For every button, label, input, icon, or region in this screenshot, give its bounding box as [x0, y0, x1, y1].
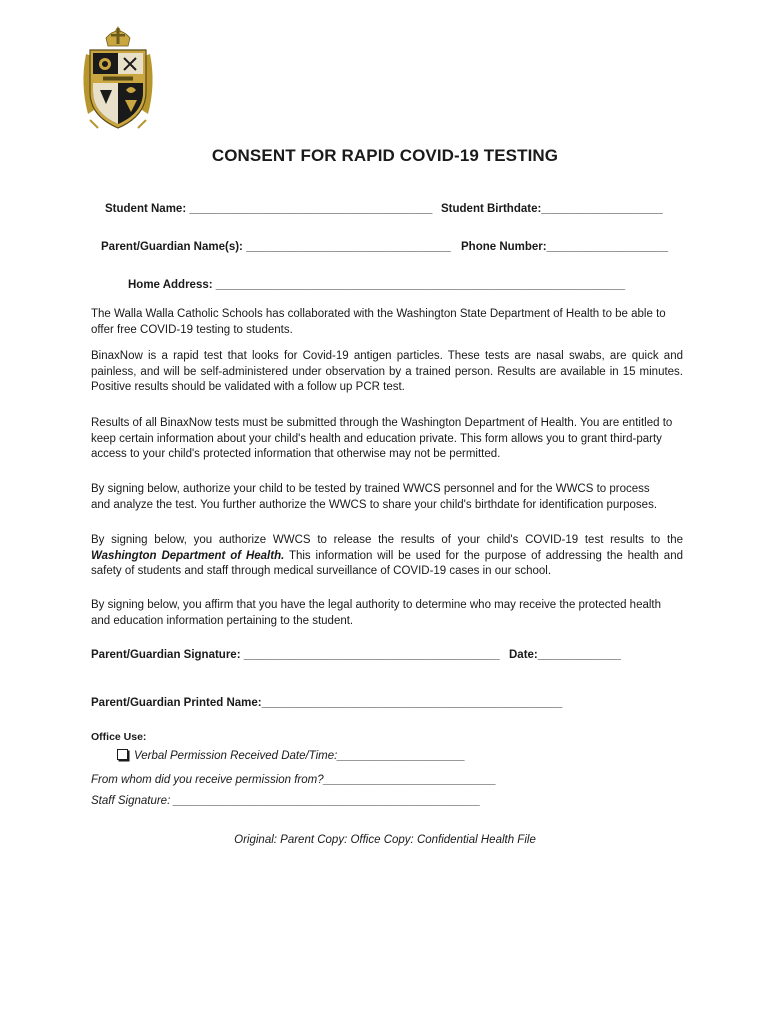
release-results-paragraph [91, 533, 683, 580]
guardian-names-field[interactable]: Parent/Guardian Name(s): ________________________________ [101, 241, 451, 253]
home-address-field[interactable]: Home Address: ________________________________________________________________ [128, 279, 626, 291]
verbal-permission-checkbox[interactable] [117, 749, 128, 760]
copy-distribution-footer: Original: Parent Copy: Office Copy: Confidential Health File [234, 834, 536, 846]
signature-date-field[interactable]: Date:_____________ [509, 649, 621, 661]
office-use-heading: Office Use: [91, 731, 147, 743]
guardian-printed-name-field[interactable]: Parent/Guardian Printed Name:_______________________________________________ [91, 697, 563, 709]
guardian-signature-field[interactable]: Parent/Guardian Signature: ________________________________________ [91, 649, 500, 661]
release-results-text-end: This information will be used for the purpose of addressing the health and safety of students and staff through medical surveillance of COVID-19 cases in our school. [91, 549, 683, 577]
intro-paragraph: The Walla Walla Catholic Schools has collaborated with the Washington State Department of Health to be able to offer free COVID-19 testing to students. [91, 308, 666, 336]
staff-signature-field[interactable]: Staff Signature: ________________________________________________ [91, 795, 481, 807]
phone-number-field[interactable]: Phone Number:___________________ [461, 241, 669, 253]
diocese-crest-logo [78, 24, 158, 134]
form-title: CONSENT FOR RAPID COVID-19 TESTING [211, 146, 559, 165]
permission-source-field[interactable]: From whom did you receive permission from?___________________________ [91, 774, 497, 786]
student-name-field[interactable]: Student Name: ______________________________________ [105, 203, 433, 215]
results-paragraph: Results of all BinaxNow tests must be submitted through the Washington Department of Health. You are entitled to keep certain information about your child's health and education private. This form allows you to grant third-party access to your child's protected information that otherwise may not be permitted. [91, 417, 673, 460]
student-birthdate-field[interactable]: Student Birthdate:___________________ [441, 203, 663, 215]
authorize-testing-line-2: and analyze the test. You further authorize the WWCS to share your child's birthdate for identification purposes. [91, 498, 658, 511]
authorize-testing-paragraph [91, 482, 683, 513]
legal-authority-paragraph: By signing below, you affirm that you have the legal authority to determine who may receive the protected health and education information pertaining to the student. [91, 599, 662, 627]
wa-doh-emphasis: Washington Department of Health. [91, 549, 285, 562]
binaxnow-paragraph: BinaxNow is a rapid test that looks for Covid-19 antigen particles. These tests are nasal swabs, are quick and painless, and will be self-administered under observation by a trained person. Results are available in 15 minutes. Positive results should be validated with a follow up PCR test. [91, 350, 683, 393]
verbal-permission-label[interactable]: Verbal Permission Received Date/Time:____________________ [134, 750, 466, 762]
release-results-text-start: By signing below, you authorize WWCS to release the results of your child's COVID-19 test results to the [91, 534, 683, 546]
authorize-testing-line-1: By signing below, authorize your child to be tested by trained WWCS personnel and for the WWCS to process [91, 483, 650, 495]
verbal-permission-row [117, 749, 465, 762]
